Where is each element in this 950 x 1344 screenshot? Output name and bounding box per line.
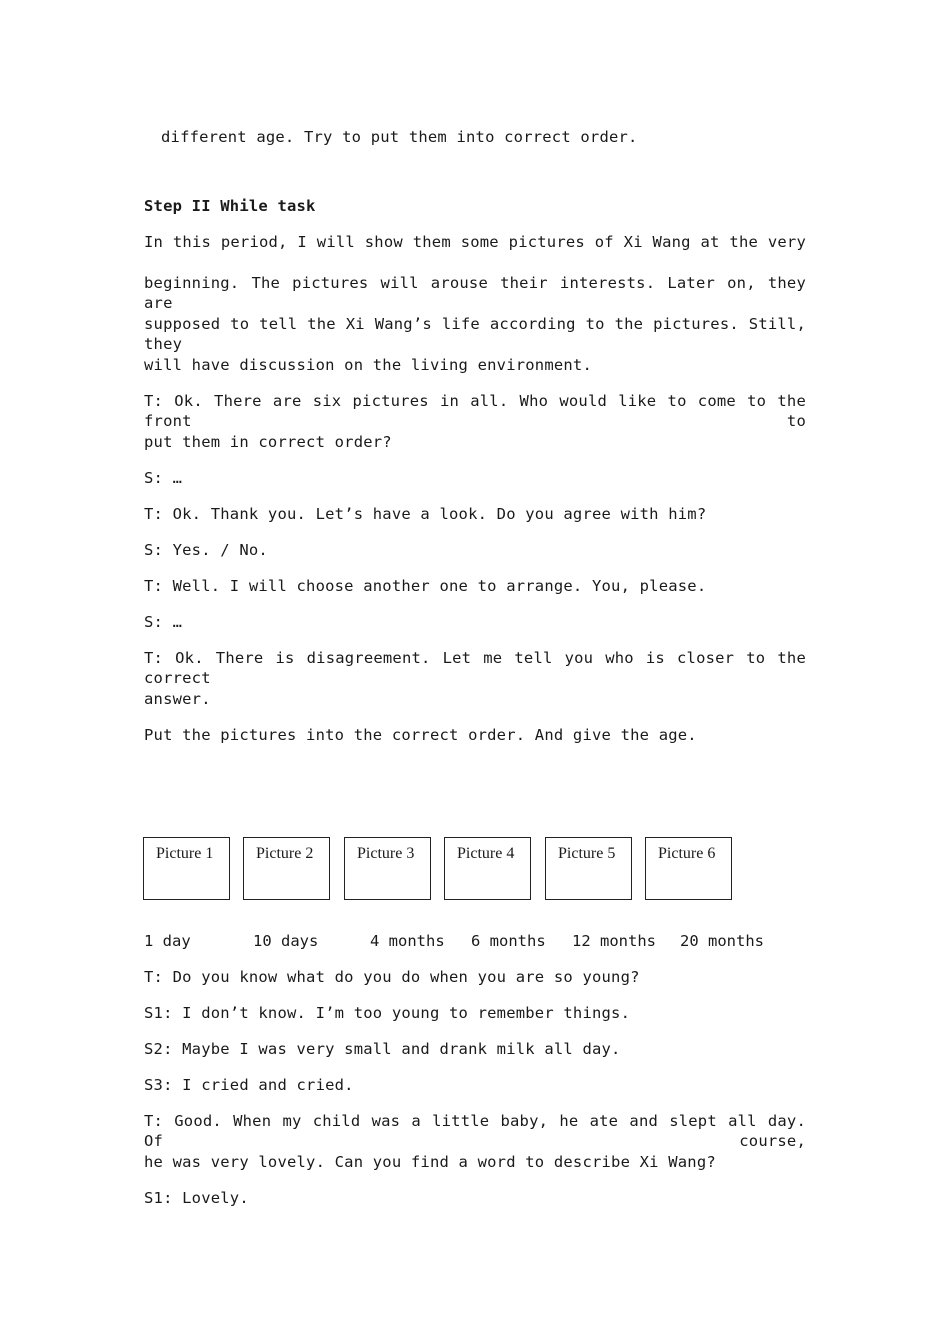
paragraph-line: supposed to tell the Xi Wang’s life according to the pictures. Still, they [144, 315, 806, 353]
age-label: 1 day [144, 932, 191, 950]
step-heading: Step II While task [144, 197, 316, 215]
dialogue-line: T: Well. I will choose another one to arrange. You, please. [144, 577, 707, 595]
dialogue-line: S2: Maybe I was very small and drank milk all day. [144, 1040, 621, 1058]
picture-label: Picture 3 [357, 845, 415, 862]
dialogue-line: S3: I cried and cried. [144, 1076, 354, 1094]
picture-boxes-row [143, 837, 743, 901]
picture-label: Picture 6 [658, 845, 716, 862]
dialogue-line: T: Ok. There are six pictures in all. Who would like to come to the front to [144, 392, 806, 430]
paragraph-line: In this period, I will show them some pictures of Xi Wang at the very [144, 233, 806, 251]
dialogue-line: S: … [144, 613, 183, 631]
picture-label: Picture 5 [558, 845, 616, 862]
dialogue-line: he was very lovely. Can you find a word to describe Xi Wang? [144, 1153, 716, 1171]
dialogue-line: S: … [144, 469, 183, 487]
intro-tail-line: different age. Try to put them into correct order. [161, 128, 638, 146]
age-label: 4 months [370, 932, 445, 950]
dialogue-line: T: Ok. There is disagreement. Let me tell you who is closer to the correct [144, 649, 806, 687]
picture-box [143, 837, 230, 900]
picture-label: Picture 1 [156, 845, 214, 862]
dialogue-line: answer. [144, 690, 211, 708]
dialogue-line: T: Ok. Thank you. Let’s have a look. Do you agree with him? [144, 505, 707, 523]
picture-label: Picture 4 [457, 845, 515, 862]
picture-box [545, 837, 632, 900]
paragraph-line: will have discussion on the living environment. [144, 356, 592, 374]
age-label: 12 months [572, 932, 656, 950]
paragraph-line: beginning. The pictures will arouse their interests. Later on, they are [144, 274, 806, 312]
age-label: 20 months [680, 932, 764, 950]
picture-box [444, 837, 531, 900]
dialogue-line: put them in correct order? [144, 433, 392, 451]
dialogue-line: T: Good. When my child was a little baby, he ate and slept all day. Of course, [144, 1112, 806, 1150]
instruction-line: Put the pictures into the correct order. And give the age. [144, 726, 697, 744]
age-label: 10 days [253, 932, 319, 950]
dialogue-line: S: Yes. / No. [144, 541, 268, 559]
picture-box [645, 837, 732, 900]
picture-box [344, 837, 431, 900]
dialogue-line: T: Do you know what do you do when you are so young? [144, 968, 640, 986]
dialogue-line: S1: Lovely. [144, 1189, 249, 1207]
picture-label: Picture 2 [256, 845, 314, 862]
age-label: 6 months [471, 932, 546, 950]
picture-box [243, 837, 330, 900]
dialogue-line: S1: I don’t know. I’m too young to remember things. [144, 1004, 631, 1022]
